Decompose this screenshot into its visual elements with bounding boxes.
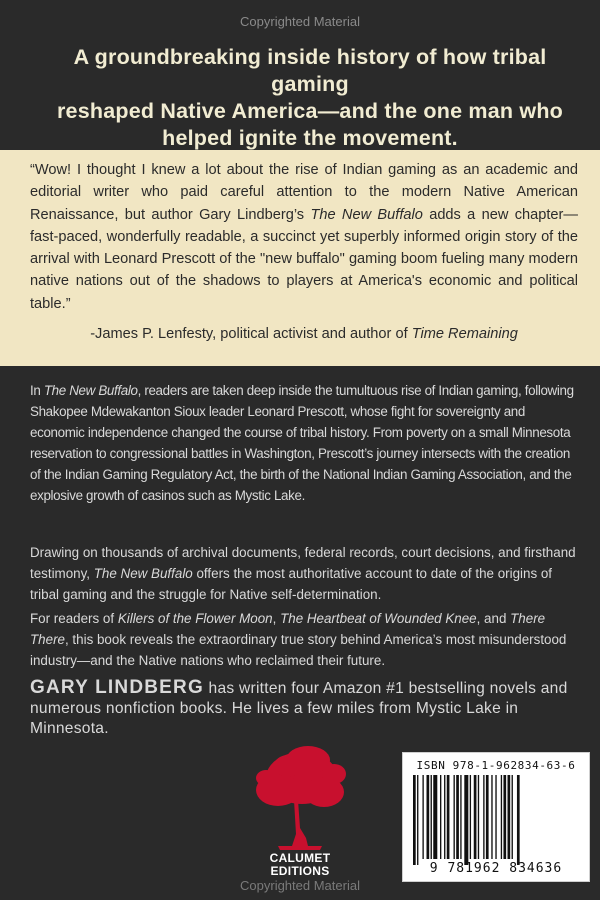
- barcode-bar: [512, 775, 513, 859]
- quote-part-2: adds a new chapter—fast-paced, wonderfully readable, a succinct yet superbly informed origin story of the arrival with Leonard Prescott of the "new buffalo" gaming boom fueling many modern native nations out of the shadows to players at America's economic and political table.”: [30, 206, 578, 312]
- headline: [40, 44, 580, 152]
- author-bio: [30, 678, 578, 739]
- headline-line-1: A groundbreaking inside history of how tribal gaming: [73, 45, 547, 96]
- p3-sep-1: ,: [272, 611, 281, 626]
- barcode-bar: [460, 775, 461, 859]
- publisher-name: [250, 852, 350, 878]
- barcode-bar: [491, 775, 492, 859]
- barcode-bar: [454, 775, 455, 859]
- publisher-line-2: EDITIONS: [270, 864, 330, 878]
- barcode-bar: [483, 775, 484, 859]
- p1-part-b: , readers are taken deep inside the tumultuous rise of Indian gaming, following Shakopee Mdewakanton Sioux leader Leonard Prescott, whose fight for sovereignty and economic independence changed the course of tribal history. From poverty on a small Minnesota reservation to congressional battles in Washington, Prescott’s journey intersects with the creation of the Indian Gaming Regulatory Act, the birth of the National Indian Gaming Association, and the explosive growth of casinos such as Mystic Lake.: [30, 383, 574, 503]
- endorsement-attribution: [30, 326, 578, 342]
- p1-part-a: In: [30, 383, 44, 398]
- barcode-bar: [503, 775, 506, 859]
- endorsement-panel: [0, 150, 600, 366]
- barcode-bar: [517, 775, 520, 865]
- attribution-book-title: Time Remaining: [411, 326, 518, 342]
- publisher-line-1: CALUMET: [269, 851, 331, 865]
- barcode-bar: [464, 775, 468, 865]
- p3-book-1: Killers of the Flower Moon: [117, 611, 273, 626]
- barcode-bar: [508, 775, 511, 859]
- barcode-bar: [495, 775, 496, 859]
- p1-book-title: The New Buffalo: [43, 383, 138, 398]
- p2-part-b: offers the most authoritative account to date of the origins of tribal gaming and the struggle for Native self-determination.: [30, 566, 553, 602]
- endorsement-quote: [30, 159, 578, 315]
- watermark-bottom: Copyrighted Material: [240, 878, 360, 893]
- barcode-bar: [486, 775, 489, 859]
- barcode-bar: [501, 775, 502, 859]
- barcode-bar: [427, 775, 430, 859]
- barcode-bar: [470, 775, 471, 859]
- barcode-bar: [447, 775, 450, 859]
- p3-book-3: There There: [30, 611, 546, 647]
- headline-line-2: reshaped Native America—and the one man who: [56, 99, 564, 123]
- barcode-bar: [440, 775, 441, 859]
- description-paragraph-1: [30, 380, 578, 506]
- description-paragraph-3: [30, 608, 578, 671]
- quote-part-1: “Wow! I thought I knew a lot about the rise of Indian gaming as an academic and editorial writer who paid careful attention to the modern Native American Renaissance, but author Gary Lindberg’s: [30, 162, 578, 223]
- p3-sep-2: , and: [476, 611, 511, 626]
- p2-part-a: Drawing on thousands of archival documents, federal records, court decisions, and firsthand testimony,: [30, 545, 576, 581]
- watermark-top: Copyrighted Material: [240, 14, 360, 29]
- barcode-bar: [433, 775, 437, 859]
- barcode-bar: [456, 775, 459, 859]
- barcode-bar: [474, 775, 477, 859]
- attribution-text: -James P. Lenfesty, political activist and author of: [90, 326, 412, 342]
- isbn-barcode: [402, 752, 590, 882]
- headline-line-3: helped ignite the movement.: [162, 126, 458, 150]
- barcode-digits: 9 781962 834636: [429, 861, 563, 876]
- quote-book-title: The New Buffalo: [310, 206, 423, 223]
- barcode-bar: [413, 775, 416, 865]
- barcode-bar: [444, 775, 445, 859]
- barcode-bar: [478, 775, 479, 859]
- p3-book-2: The Heartbeat of Wounded Knee: [280, 611, 477, 626]
- barcode-bar: [431, 775, 432, 859]
- description-paragraph-2: [30, 542, 578, 605]
- barcode-bar: [417, 775, 418, 865]
- barcode-bars-icon: [413, 775, 579, 865]
- author-bio-text: has written four Amazon #1 bestselling novels and numerous nonfiction books. He lives a few miles from Mystic Lake in Minnesota.: [30, 680, 568, 737]
- author-name: GARY LINDBERG: [30, 677, 204, 698]
- p3-part-b: , this book reveals the extraordinary true story behind America’s most misunderstood industry—and the Native nations who reclaimed their future.: [30, 632, 567, 668]
- p2-book-title: The New Buffalo: [93, 566, 193, 581]
- barcode-bar: [422, 775, 423, 859]
- isbn-text: ISBN 978-1-962834-63-6: [416, 759, 576, 772]
- p3-part-a: For readers of: [30, 611, 118, 626]
